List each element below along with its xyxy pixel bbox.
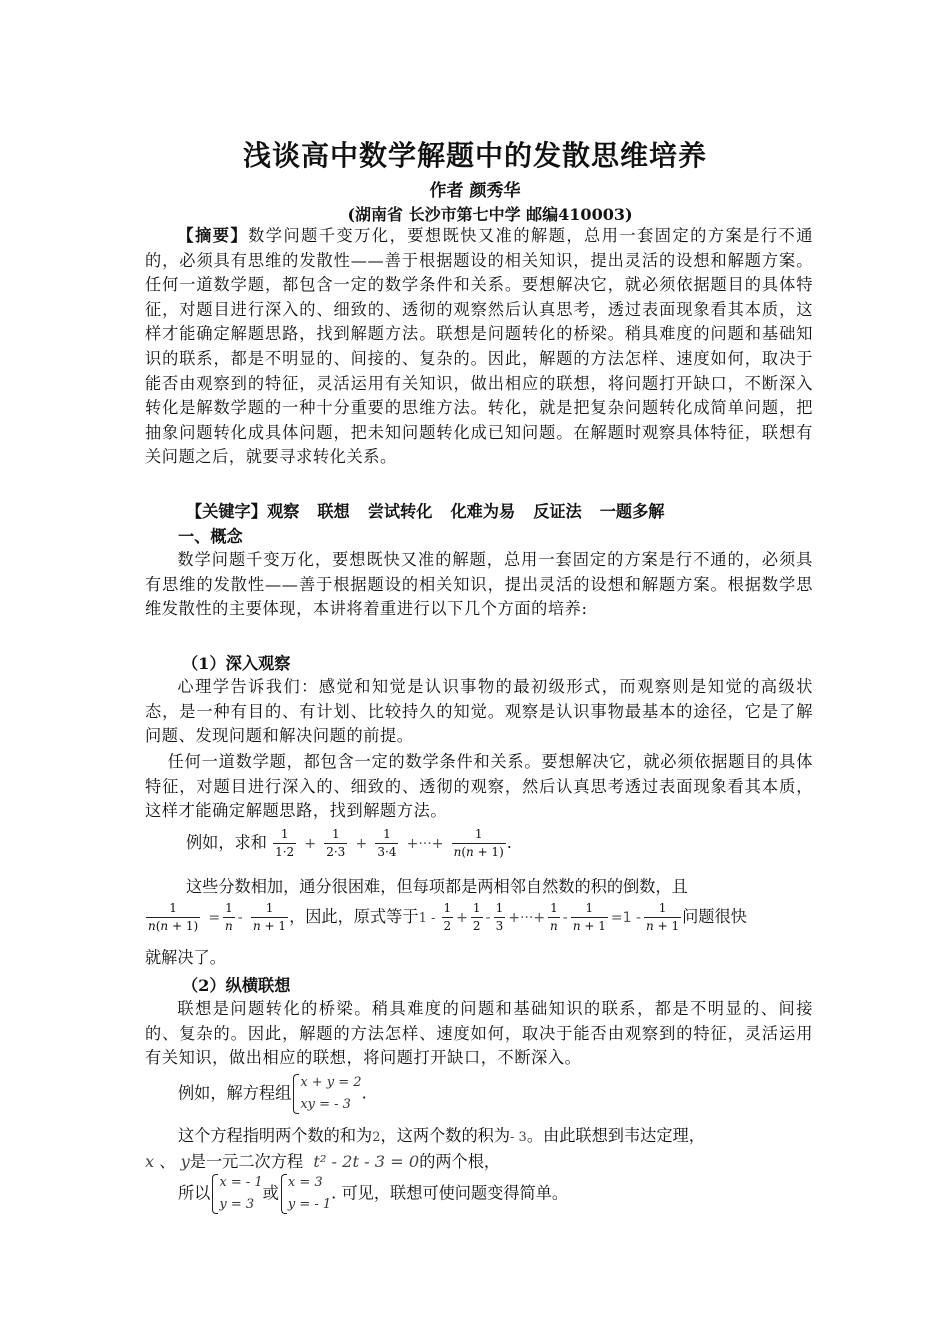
keyword-item: 反证法 bbox=[533, 502, 582, 521]
fraction: $\frac{1}{2\cdot 3}$ bbox=[326, 827, 346, 859]
keyword-item: 联想 bbox=[317, 502, 350, 521]
keyword-item: 尝试转化 bbox=[367, 502, 433, 521]
abstract-paragraph bbox=[145, 224, 813, 470]
fraction: $\frac{1}{2}$ bbox=[443, 901, 452, 933]
keyword-item: 一题多解 bbox=[599, 502, 665, 521]
observe-line-4: 就解决了。 bbox=[145, 948, 226, 967]
fraction: $\frac{1}{3}$ bbox=[495, 901, 504, 933]
telescoping-line: $\frac{1}{n(n + 1)}$ = $\frac{1}{n}$ - $\frac{1}{n + 1}$ ，因此，原式等于1 - $\frac{1}{2}$ + $\frac{1}{2}$ - $\frac{1}{3}$ +···+ $\frac{1}{n}$ - $\frac{1}{n + 1}$ =1 - $\frac{1}{n + 1}$ 问题很快 bbox=[148, 901, 747, 933]
fraction: $\frac{1}{n + 1}$ bbox=[572, 901, 606, 933]
observe-paragraph-1: 心理学告诉我们：感觉和知觉是认识事物的最初级形式，而观察则是知觉的高级状态，是一种有目的、有计划、比较持久的知觉。观察是认识事物最基本的途径，它是了解问题、发现问题和解决问题的前提。 bbox=[145, 677, 813, 746]
sum-value: 2 bbox=[372, 1130, 381, 1145]
telescoping-end: 问题很快 bbox=[682, 907, 747, 926]
fraction: $\frac{1}{n + 1}$ bbox=[253, 901, 287, 933]
keyword-item: 观察 bbox=[266, 502, 300, 521]
keywords-line bbox=[186, 498, 683, 522]
vieta-line-1: 这个方程指明两个数的和为2，这两个数的积为- 3。由此联想到韦达定理， bbox=[178, 1126, 705, 1145]
associate-paragraph: 联想是问题转化的桥梁。稍具难度的问题和基础知识的联系，都是不明显的、间接的、复杂的。因此，解题的方法怎样、速度如何，取决于能否由观察到的特征，灵活运用有关知识，做出相应的联想，将问题打开缺口，不断深入。 bbox=[145, 999, 813, 1068]
keywords-label: 【关键字】 bbox=[186, 502, 267, 521]
doc-author: 作者 颜秀华 bbox=[429, 181, 521, 201]
system-example: 例如，解方程组 x + y = 2 xy = - 3 . bbox=[178, 1072, 367, 1116]
fraction: $\frac{1}{1\cdot 2}$ bbox=[275, 827, 295, 859]
sum-example: 例如，求和 $\frac{1}{1\cdot 2}$ + $\frac{1}{2\cdot 3}$ + $\frac{1}{3\cdot 4}$ +···+ $\frac{1}{n(n + 1)}$ . bbox=[186, 827, 512, 859]
subsection-heading-associate: （2）纵横联想 bbox=[182, 976, 291, 995]
keyword-item: 化难为易 bbox=[450, 502, 516, 521]
fraction: $\frac{1}{n}$ bbox=[550, 901, 558, 933]
doc-title: 浅谈高中数学解题中的发散思维培养 bbox=[242, 139, 707, 172]
abstract-label: 【摘要】 bbox=[177, 226, 249, 245]
fraction: $\frac{1}{n(n + 1)}$ bbox=[453, 827, 504, 859]
solution-system-1: x = - 1 y = 3 bbox=[210, 1172, 262, 1216]
sum-example-prefix: 例如，求和 bbox=[186, 833, 267, 852]
doc-affiliation: (湖南省 长沙市第七中学 邮编410003) bbox=[347, 205, 633, 224]
equation-system: x + y = 2 xy = - 3 bbox=[291, 1072, 361, 1116]
observe-paragraph-2: 任何一道数学题，都包含一定的数学条件和关系。要想解决它，就必须依据题目的具体特征，对题目进行深入的、细致的、透彻的观察，然后认真思考透过表面现象看其本质，这样才能确定解题思路，找到解题方法。 bbox=[145, 752, 813, 821]
fraction: $\frac{1}{n + 1}$ bbox=[646, 901, 680, 933]
section-heading-concept: 一、概念 bbox=[178, 527, 243, 546]
quadratic-equation: t² - 2t - 3 = 0 bbox=[313, 1152, 420, 1171]
concept-paragraph: 数学问题千变万化，要想既快又准的解题，总用一套固定的方案是行不通的，必须具有思维的发散性——善于根据题设的相关知识，提出灵活的设想和解题方案。根据数学思维发散性的主要体现，本讲将着重进行以下几个方面的培养: bbox=[145, 550, 813, 619]
telescoping-mid: ，因此，原式等于 bbox=[289, 907, 419, 926]
fraction: $\frac{1}{2}$ bbox=[472, 901, 481, 933]
observe-line-2: 这些分数相加，通分很困难，但每项都是两相邻自然数的积的倒数，且 bbox=[186, 877, 688, 896]
fraction: $\frac{1}{3\cdot 4}$ bbox=[377, 827, 397, 859]
var-y: y bbox=[180, 1152, 190, 1171]
fraction: $\frac{1}{n(n + 1)}$ bbox=[148, 901, 199, 933]
vieta-line-2: x 、 y是一元二次方程 t² - 2t - 3 = 0的两个根， bbox=[145, 1152, 501, 1171]
product-value: - 3 bbox=[510, 1130, 527, 1145]
fraction: $\frac{1}{n}$ bbox=[225, 901, 233, 933]
var-x: x bbox=[145, 1152, 155, 1171]
sum-example-end: . bbox=[506, 833, 512, 852]
abstract-text: 数学问题千变万化，要想既快又准的解题，总用一套固定的方案是行不通的，必须具有思维的发散性——善于根据题设的相关知识，提出灵活的设想和解题方案。任何一道数学题，都包含一定的数学条件和关系。要想解决它，就必须依据题目的具体特征，对题目进行深入的、细致的、透彻的观察然后认真思考，透过表面现象看其本质，这样才能确定解题思路，找到解题方法。联想是问题转化的桥梁。稍具难度的问题和基础知识的联系，都是不明显的、间接的、复杂的。因此，解题的方法怎样、速度如何，取决于能否由观察到的特征，灵活运用有关知识，做出相应的联想，将问题打开缺口，不断深入转化是解数学题的一种十分重要的思维方法。转化，就是把复杂问题转化成简单问题，把抽象问题转化成具体问题，把未知问题转化成已知问题。在解题时观察具体特征，联想有关问题之后，就要寻求转化关系。 bbox=[145, 226, 814, 467]
system-example-prefix: 例如，解方程组 bbox=[178, 1083, 292, 1103]
solution-system-2: x = 3 y = - 1 bbox=[279, 1172, 331, 1216]
subsection-heading-observe: （1）深入观察 bbox=[182, 654, 291, 673]
solution-line: 所以 x = - 1 y = 3 或 x = 3 y = - 1 . 可见，联想可使问题变得简单。 bbox=[178, 1172, 568, 1216]
